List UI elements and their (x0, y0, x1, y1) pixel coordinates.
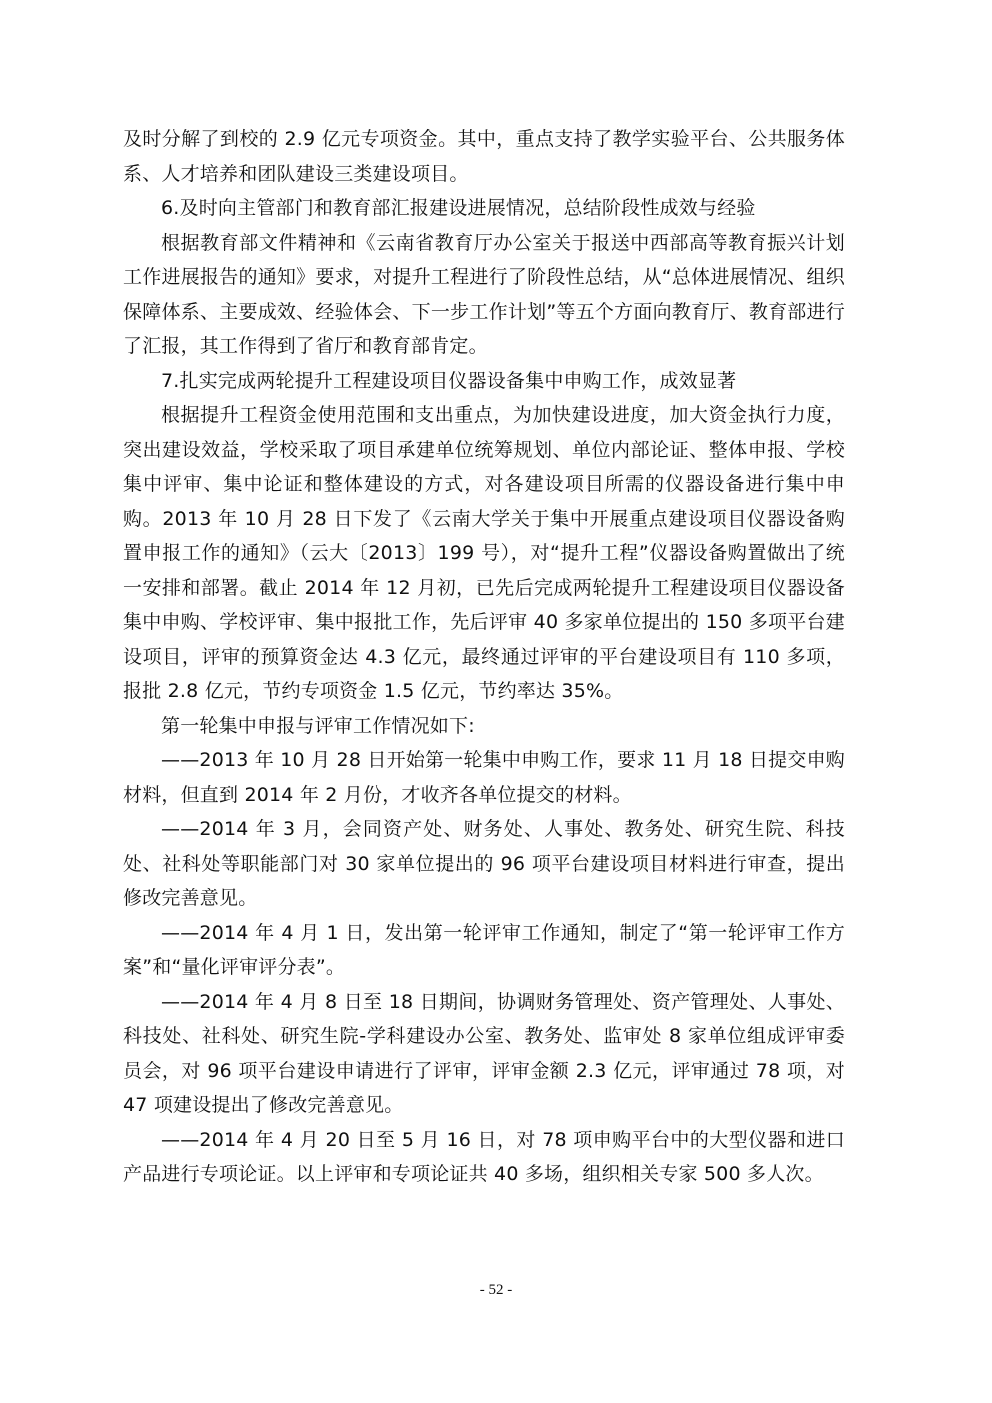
list-item-2014-apr-8: ——2014 年 4 月 8 日至 18 日期间，协调财务管理处、资产管理处、人事处、科技处、社科处、研究生院-学科建设办公室、教务处、监审处 8 家单位组成评审委员会，对 96 项平台建设申请进行了评审，评审金额 2.3 亿元，评审通过 78 项，对 47 项建设提出了修改完善意见。 (123, 990, 845, 1116)
section-heading-6: 6.及时向主管部门和教育部汇报建设进展情况，总结阶段性成效与经验 (161, 197, 756, 219)
document-body (123, 122, 845, 1192)
list-item-2013-oct: ——2013 年 10 月 28 日开始第一轮集中申购工作，要求 11 月 18 日提交申购材料，但直到 2014 年 2 月份，才收齐各单位提交的材料。 (123, 749, 845, 806)
paragraph-progress-report: 根据教育部文件精神和《云南省教育厅办公室关于报送中西部高等教育振兴计划工作进展报告的通知》要求，对提升工程进行了阶段性总结，从“总体进展情况、组织保障体系、主要成效、经验体会、下一步工作计划”等五个方面向教育厅、教育部进行了汇报，其工作得到了省厅和教育部肯定。 (123, 231, 845, 357)
list-item-2014-apr-20: ——2014 年 4 月 20 日至 5 月 16 日，对 78 项申购平台中的大型仪器和进口产品进行专项论证。以上评审和专项论证共 40 多场，组织相关专家 500 多人次。 (123, 1128, 845, 1185)
list-item-2014-mar: ——2014 年 3 月，会同资产处、财务处、人事处、教务处、研究生院、科技处、社科处等职能部门对 30 家单位提出的 96 项平台建设项目材料进行审查，提出修改完善意见。 (123, 818, 845, 909)
paragraph-procurement: 根据提升工程资金使用范围和支出重点，为加快建设进度，加大资金执行力度，突出建设效益，学校采取了项目承建单位统筹规划、单位内部论证、整体申报、学校集中评审、集中论证和整体建设的方式，对各建设项目所需的仪器设备进行集中申购。2013 年 10 月 28 日下发了《云南大学关于集中开展重点建设项目仪器设备购置申报工作的通知》（云大〔2013〕199 号），对“提升工程”仪器设备购置做出了统一安排和部署。截止 2014 年 12 月初，已先后完成两轮提升工程建设项目仪器设备集中申购、学校评审、集中报批工作，先后评审 40 多家单位提出的 150 多项平台建设项目，评审的预算资金达 4.3 亿元，最终通过评审的平台建设项目有 110 多项，报批 2.8 亿元，节约专项资金 1.5 亿元，节约率达 35%。 (123, 404, 845, 702)
section-heading-7: 7.扎实完成两轮提升工程建设项目仪器设备集中申购工作，成效显著 (161, 369, 737, 392)
page-number: - 52 - (479, 1282, 513, 1298)
paragraph-first-round-intro: 第一轮集中申报与评审工作情况如下: (161, 714, 475, 737)
list-item-2014-apr-1: ——2014 年 4 月 1 日，发出第一轮评审工作通知，制定了“第一轮评审工作方案”和“量化评审评分表”。 (123, 921, 845, 978)
paragraph-funding-allocation: 及时分解了到校的 2.9 亿元专项资金。其中，重点支持了教学实验平台、公共服务体系、人才培养和团队建设三类建设项目。 (123, 128, 845, 185)
